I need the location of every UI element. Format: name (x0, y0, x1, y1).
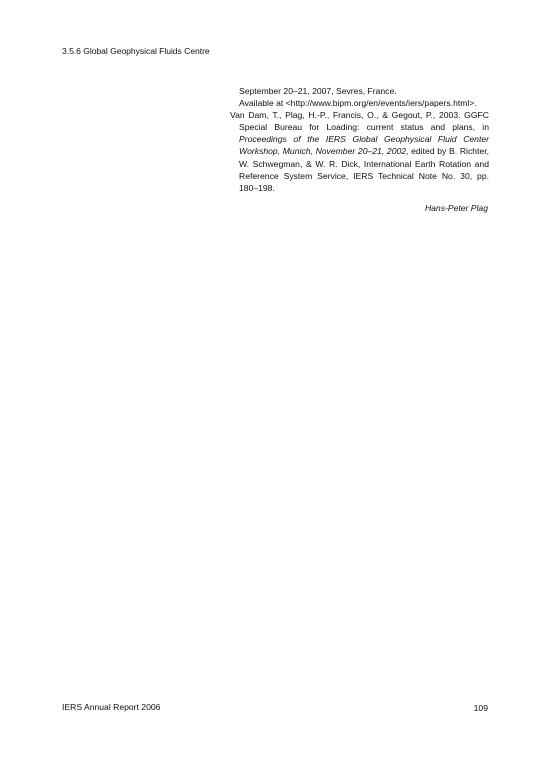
footer-page-number: 109 (473, 703, 488, 713)
reference-continuation (230, 85, 489, 109)
reference-publication-details: , edited by B. Richter, W. Schwegman, & W. R. Dick, International Earth Rotation and Reference System Service, IERS Technical Note No. 30, pp. 180–198. (239, 146, 489, 193)
reference-list (230, 85, 489, 214)
footer-report-name: IERS Annual Report 2006 (62, 702, 161, 712)
author-signature: Hans-Peter Plag (424, 202, 488, 213)
reference-entry-vandam (230, 109, 489, 194)
reference-continuation-line-1: September 20–21, 2007, Sevres, France. (239, 86, 397, 96)
running-header: 3.5.6 Global Geophysical Fluids Centre (62, 46, 210, 56)
reference-continuation-line-2: Available at <http://www.bipm.org/en/events/iers/papers.html>. (239, 98, 477, 109)
reference-proceedings-title: Proceedings of the IERS Global Geophysical Fluid Center Workshop, Munich, November 20–21, 2002 (239, 134, 489, 157)
reference-authors: Van Dam, T., Plag, H.-P., Francis, O., & Gegout, P., 2003. GGFC Special Bureau for Loading: current status and plans, in (230, 110, 489, 133)
